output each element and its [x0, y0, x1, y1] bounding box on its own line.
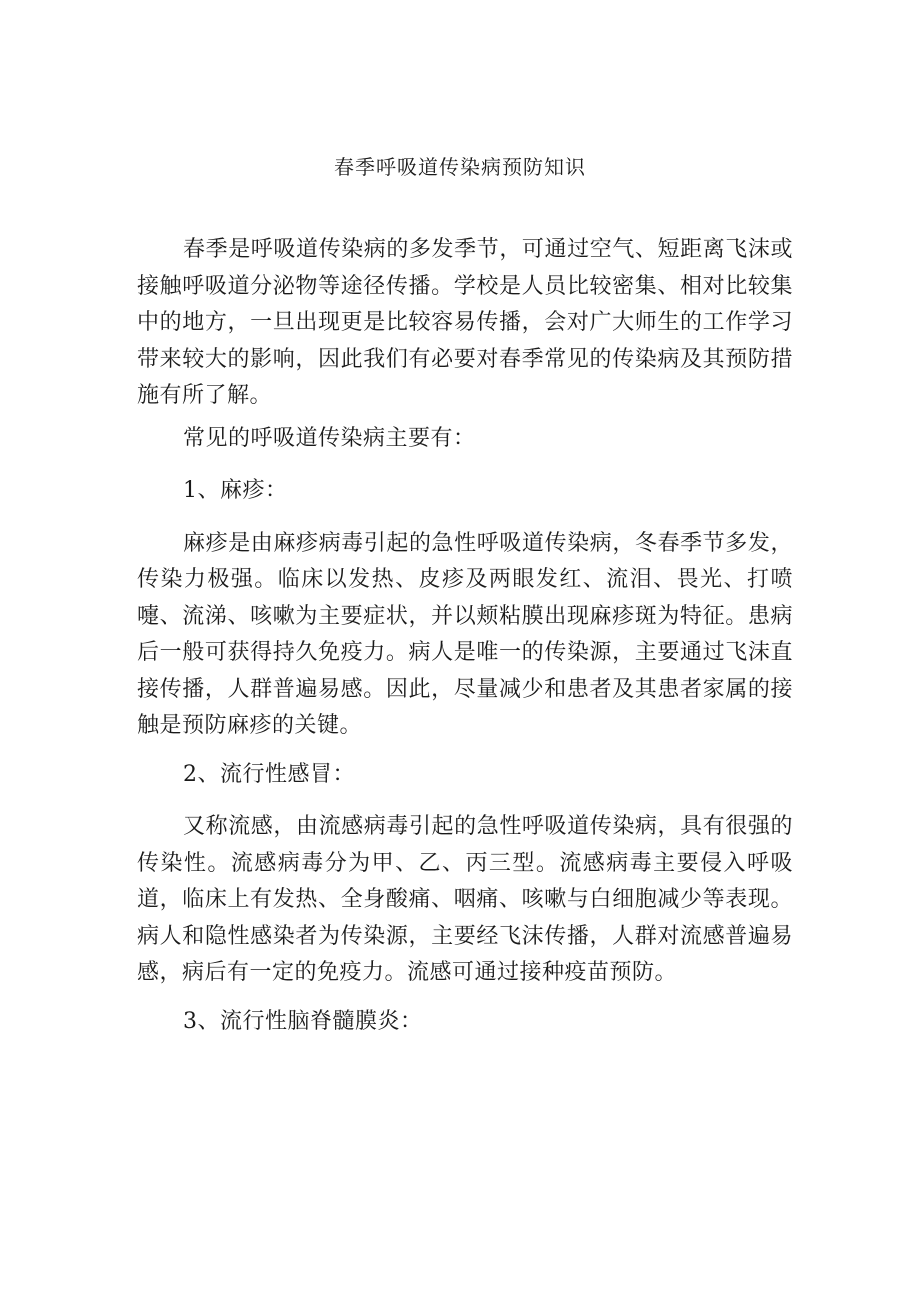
meningitis-heading: 3、流行性脑脊髓膜炎： [183, 1008, 423, 1034]
document-body [137, 232, 793, 1056]
document-title: 春季呼吸道传染病预防知识 [334, 155, 586, 179]
flu-heading: 2、流行性感冒： [183, 761, 355, 787]
intro-paragraph: 春季是呼吸道传染病的多发季节，可通过空气、短距离飞沫或接触呼吸道分泌物等途径传播。学校是人员比较密集、相对比较集中的地方，一旦出现更是比较容易传播，会对广大师生的工作学习带来较大的影响，因此我们有必要对春季常见的传染病及其预防措施有所了解。 [137, 237, 793, 408]
common-diseases-heading: 常见的呼吸道传染病主要有： [183, 425, 476, 451]
measles-paragraph: 麻疹是由麻疹病毒引起的急性呼吸道传染病，冬春季节多发，传染力极强。临床以发热、皮疹及两眼发红、流泪、畏光、打喷嚏、流涕、咳嗽为主要症状，并以颊粘膜出现麻疹斑为特征。患病后一般可获得持久免疫力。病人是唯一的传染源，主要通过飞沫直接传播，人群普遍易感。因此，尽量减少和患者及其患者家属的接触是预防麻疹的关键。 [137, 530, 793, 738]
measles-heading: 1、麻疹： [183, 478, 288, 503]
flu-paragraph: 又称流感，由流感病毒引起的急性呼吸道传染病，具有很强的传染性。流感病毒分为甲、乙、丙三型。流感病毒主要侵入呼吸道，临床上有发热、全身酸痛、咽痛、咳嗽与白细胞减少等表现。病人和隐性感染者为传染源，主要经飞沫传播，人群对流感普遍易感，病后有一定的免疫力。流感可通过接种疫苗预防。 [137, 814, 793, 985]
